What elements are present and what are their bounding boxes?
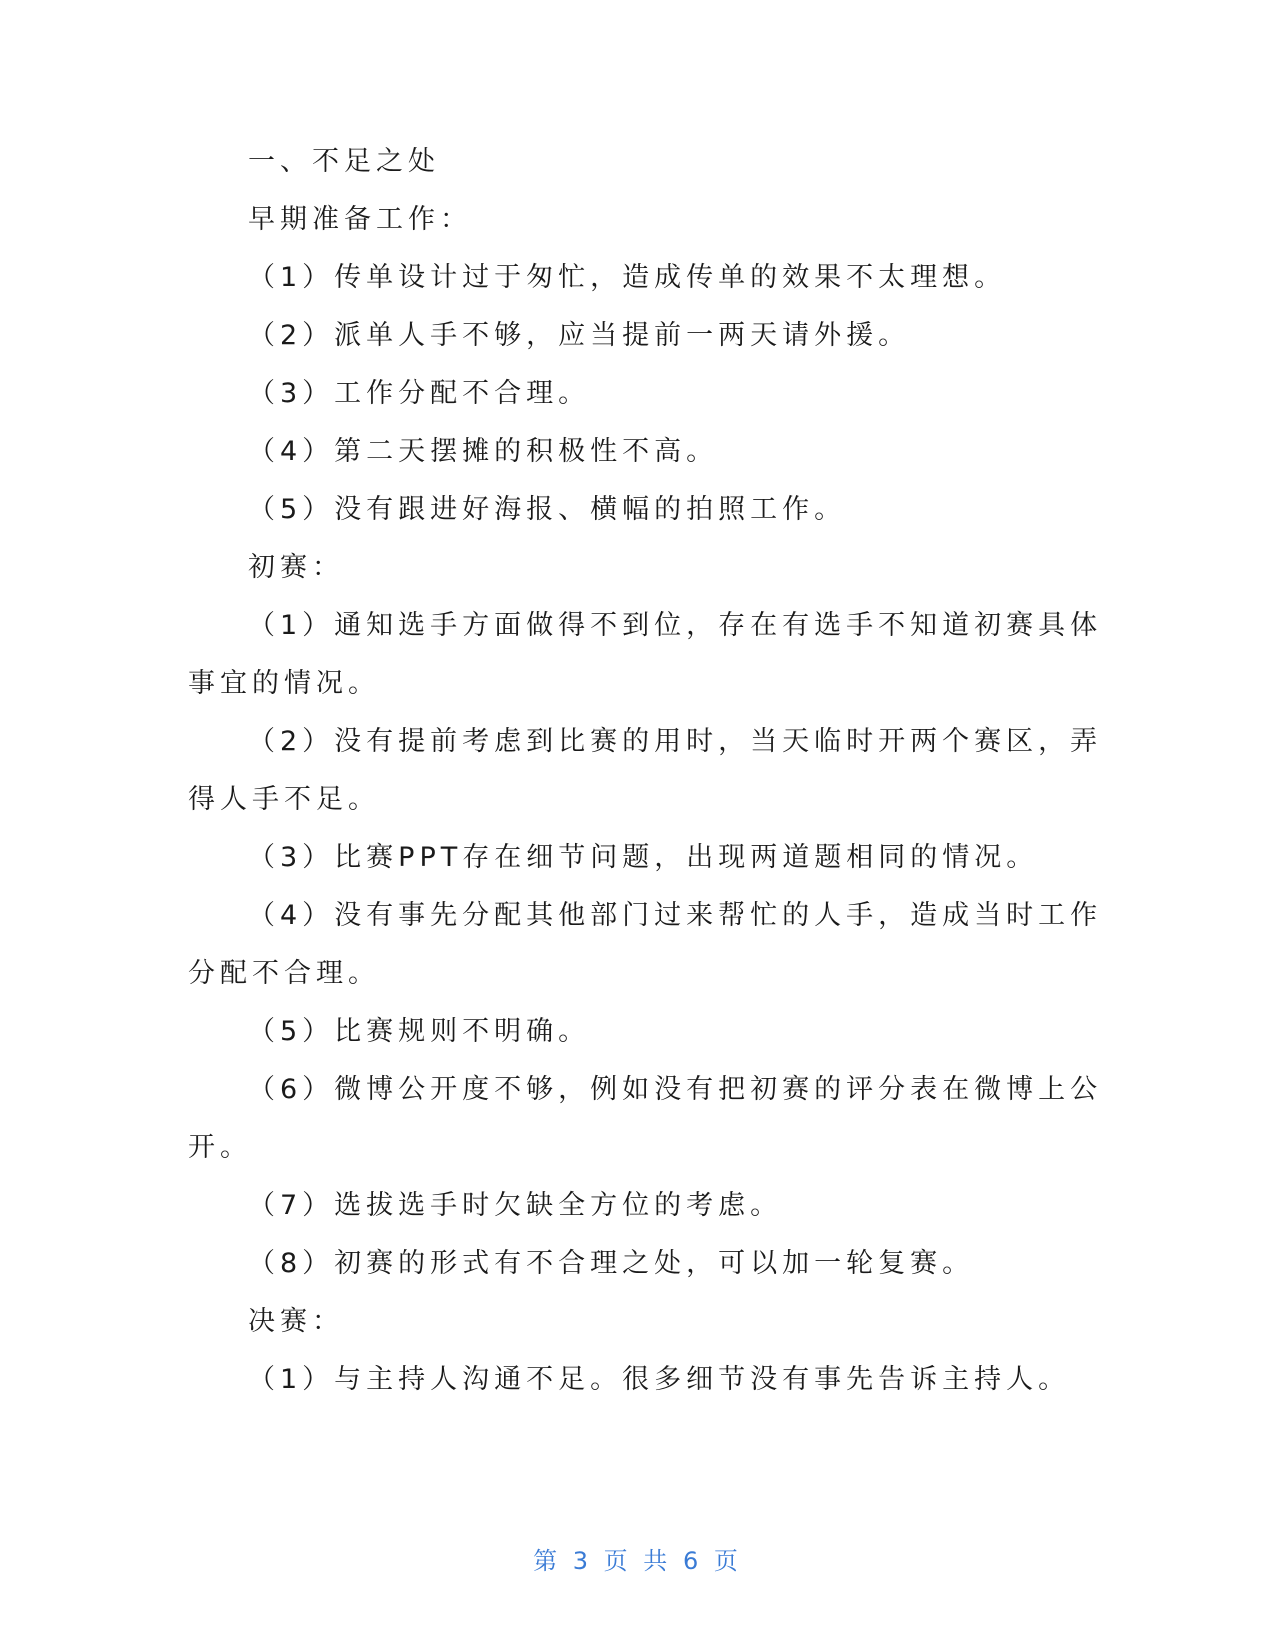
- paragraph: （4）没有事先分配其他部门过来帮忙的人手，造成当时工作: [248, 900, 1103, 931]
- paragraph-continuation: 分配不合理。: [188, 958, 380, 989]
- subheading-preliminary: 初赛：: [248, 552, 344, 583]
- paragraph: （8）初赛的形式有不合理之处，可以加一轮复赛。: [248, 1248, 975, 1279]
- subheading-final: 决赛：: [248, 1306, 344, 1337]
- paragraph-continuation: 得人手不足。: [188, 784, 380, 815]
- page-number-footer: 第 3 页 共 6 页: [533, 1547, 742, 1575]
- paragraph: （1）通知选手方面做得不到位，存在有选手不知道初赛具体: [248, 610, 1103, 641]
- paragraph: （3）工作分配不合理。: [248, 378, 591, 409]
- paragraph: （2）没有提前考虑到比赛的用时，当天临时开两个赛区，弄: [248, 726, 1103, 757]
- paragraph: （3）比赛PPT存在细节问题，出现两道题相同的情况。: [248, 842, 1039, 873]
- paragraph: （5）比赛规则不明确。: [248, 1016, 591, 1047]
- subheading-early-prep: 早期准备工作：: [248, 204, 472, 235]
- section-heading: 一、不足之处: [248, 146, 440, 177]
- paragraph: （2）派单人手不够，应当提前一两天请外援。: [248, 320, 911, 351]
- paragraph: （6）微博公开度不够，例如没有把初赛的评分表在微博上公: [248, 1074, 1103, 1105]
- paragraph: （7）选拔选手时欠缺全方位的考虑。: [248, 1190, 783, 1221]
- paragraph-continuation: 开。: [188, 1132, 252, 1163]
- paragraph-continuation: 事宜的情况。: [188, 668, 380, 699]
- paragraph: （4）第二天摆摊的积极性不高。: [248, 436, 719, 467]
- paragraph: （1）与主持人沟通不足。很多细节没有事先告诉主持人。: [248, 1364, 1071, 1395]
- paragraph: （1）传单设计过于匆忙，造成传单的效果不太理想。: [248, 262, 1007, 293]
- paragraph: （5）没有跟进好海报、横幅的拍照工作。: [248, 494, 847, 525]
